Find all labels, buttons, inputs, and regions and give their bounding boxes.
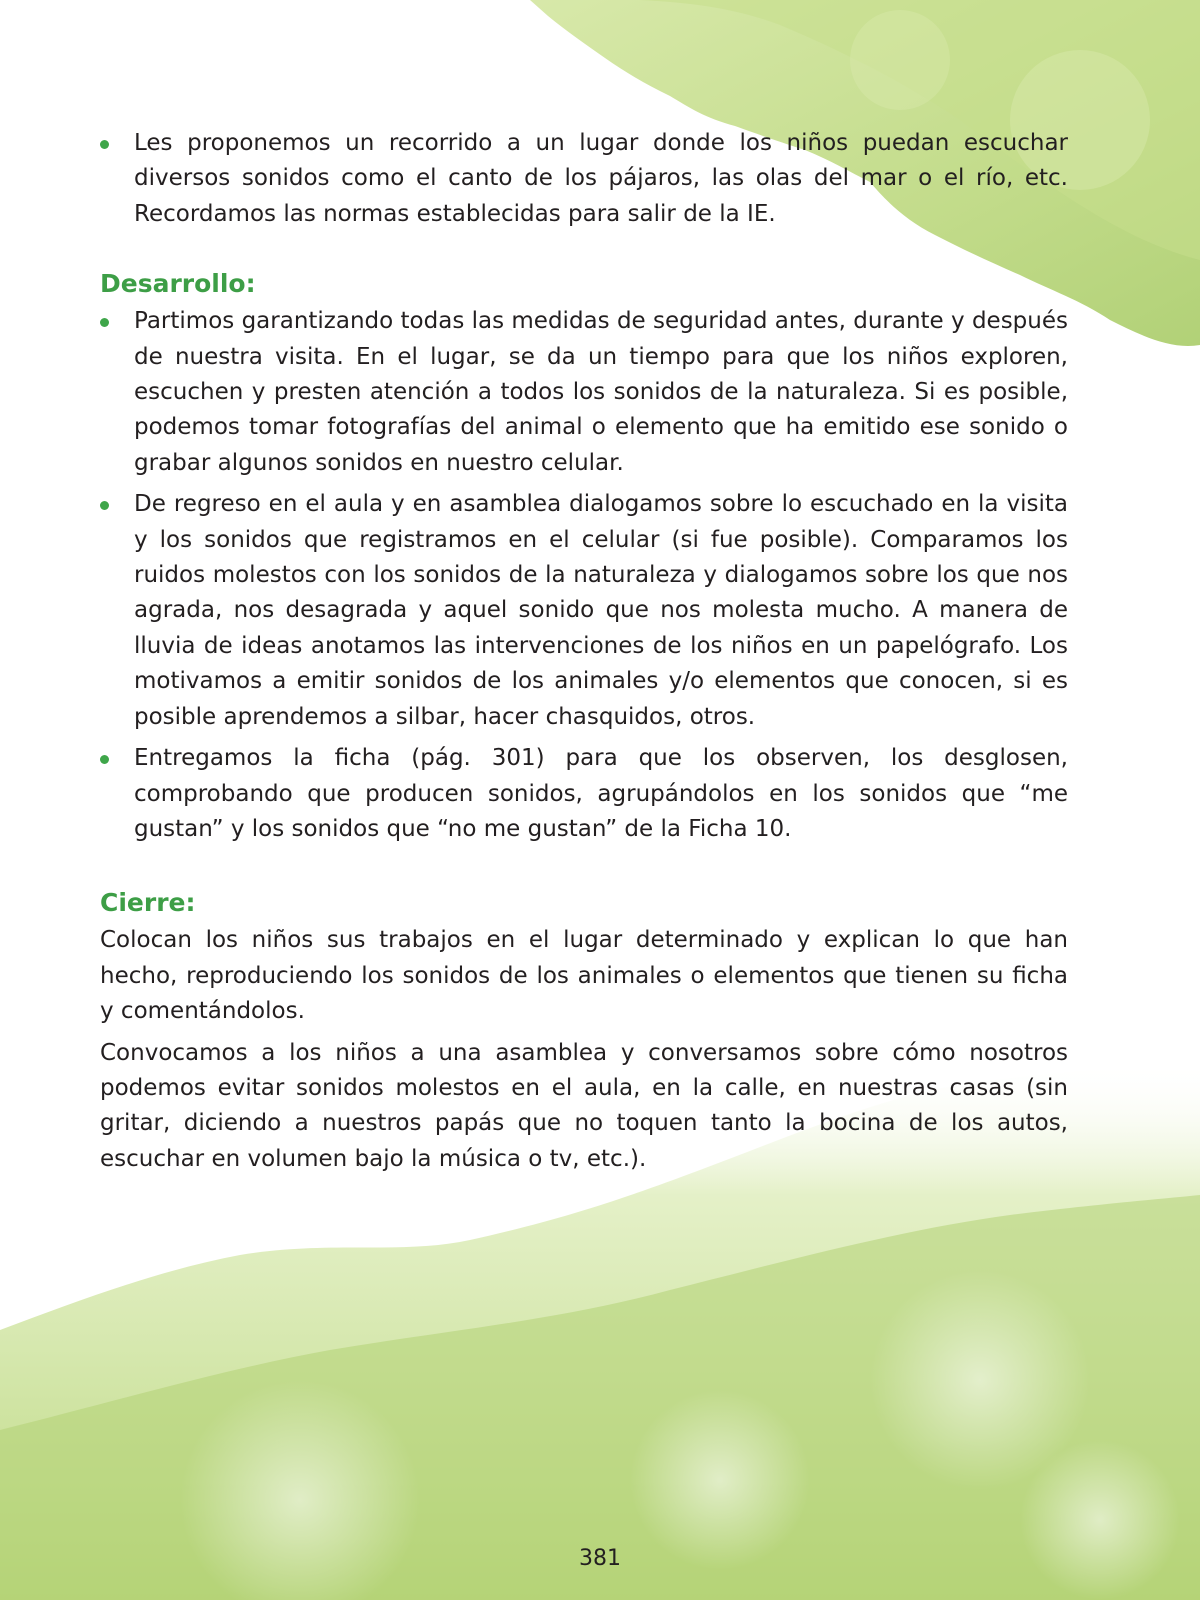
- cierre-paragraph: Colocan los niños sus trabajos en el lugar determinado y explican lo que han hecho, reproduciendo los sonidos de los animales o elementos que tienen su ficha y comentándolos.: [100, 927, 1068, 1025]
- bullet-text: Partimos garantizando todas las medidas de seguridad antes, durante y después de nuestra visita. En el lugar, se da un tiempo para que los niños exploren, escuchen y presten atención a todos los sonidos de la naturaleza. Si es posible, podemos tomar fotografías del animal o elemento que ha emitido ese sonido o grabar algunos sonidos en nuestro celular.: [134, 308, 1068, 476]
- list-item: [100, 304, 1068, 481]
- bullet-dot-icon: [100, 318, 109, 327]
- list-item: [100, 487, 1068, 735]
- section-heading-cierre: Cierre:: [100, 888, 196, 918]
- list-item: [100, 126, 1068, 232]
- bullet-text: De regreso en el aula y en asamblea dialogamos sobre lo escuchado en la visita y los sonidos que registramos en el celular (si fue posible). Comparamos los ruidos molestos con los sonidos de la naturaleza y dialogamos sobre los que nos agrada, nos desagrada y aquel sonido que nos molesta mucho. A manera de lluvia de ideas anotamos las intervenciones de los niños en un papelógrafo. Los motivamos a emitir sonidos de los animales y/o elementos que conocen, si es posible aprendemos a silbar, hacer chasquidos, otros.: [134, 491, 1068, 730]
- bullet-dot-icon: [100, 755, 109, 764]
- bullet-text: Les proponemos un recorrido a un lugar donde los niños puedan escuchar diversos sonidos como el canto de los pájaros, las olas del mar o el río, etc. Recordamos las normas establecidas para salir de la IE.: [134, 130, 1068, 227]
- bullet-dot-icon: [100, 140, 109, 149]
- intro-bullet-list: [100, 126, 1068, 232]
- section-heading-desarrollo: Desarrollo:: [100, 269, 256, 299]
- bullet-dot-icon: [100, 501, 109, 510]
- list-item: [100, 741, 1068, 847]
- bullet-text: Entregamos la ficha (pág. 301) para que los observen, los desglosen, comprobando que producen sonidos, agrupándolos en los sonidos que “me gustan” y los sonidos que “no me gustan” de la Ficha 10.: [134, 745, 1068, 842]
- page-number: 381: [579, 1546, 621, 1571]
- cierre-paragraph: Convocamos a los niños a una asamblea y conversamos sobre cómo nosotros podemos evitar sonidos molestos en el aula, en la calle, en nuestras casas (sin gritar, diciendo a nuestros papás que no toquen tanto la bocina de los autos, escuchar en volumen bajo la música o tv, etc.).: [100, 1039, 1068, 1172]
- desarrollo-bullet-list: [100, 304, 1068, 847]
- page-content: [100, 126, 1068, 1183]
